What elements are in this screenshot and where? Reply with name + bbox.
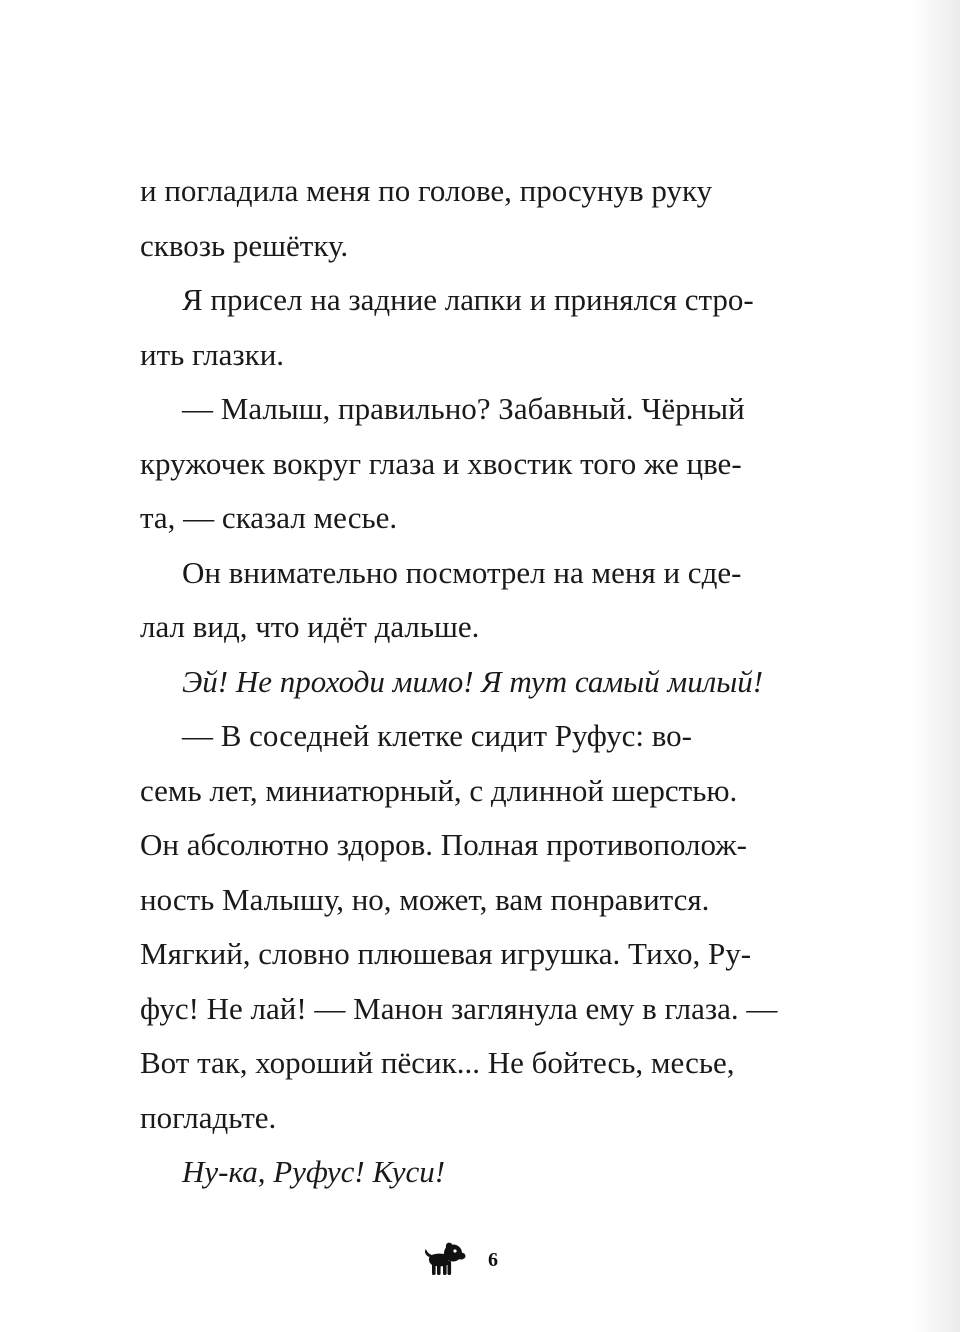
body-text [140,164,848,1200]
paragraph-3: — Малыш, правильно? Забавный. Чёрный кружочек вокруг глаза и хвостик того же цве- та, — сказал месье. [140,391,745,535]
paragraph-4: Он внимательно посмотрел на меня и сде- лал вид, что идёт дальше. [140,554,742,644]
paragraph-6: — В соседней клетке сидит Руфус: во- семь лет, миниатюрный, с длинной шерстью. Он абсолютно здоров. Полная противополож- ность Малышу, но, может, вам понравится. Мягкий, словно плюшевая игрушка. Тихо, Ру- фус! Не лай! — Манон заглянула ему в глаза. — Вот так, хороший пёсик... Не бойтесь, месье, погладьте. [140,718,778,1135]
paragraph-2: Я присел на задние лапки и принялся стро- ить глазки. [140,282,754,372]
paragraph-1: и погладила меня по голове, просунув руку сквозь решётку. [140,173,713,263]
paragraph-5-italic-thought: Эй! Не проходи мимо! Я тут самый милый! [182,663,764,699]
page-footer [424,1238,498,1282]
page-gutter-shadow [912,0,960,1332]
page-number: 6 [488,1248,498,1271]
dog-silhouette-icon [424,1240,466,1280]
paragraph-7-italic-thought: Ну-ка, Руфус! Куси! [182,1154,446,1189]
